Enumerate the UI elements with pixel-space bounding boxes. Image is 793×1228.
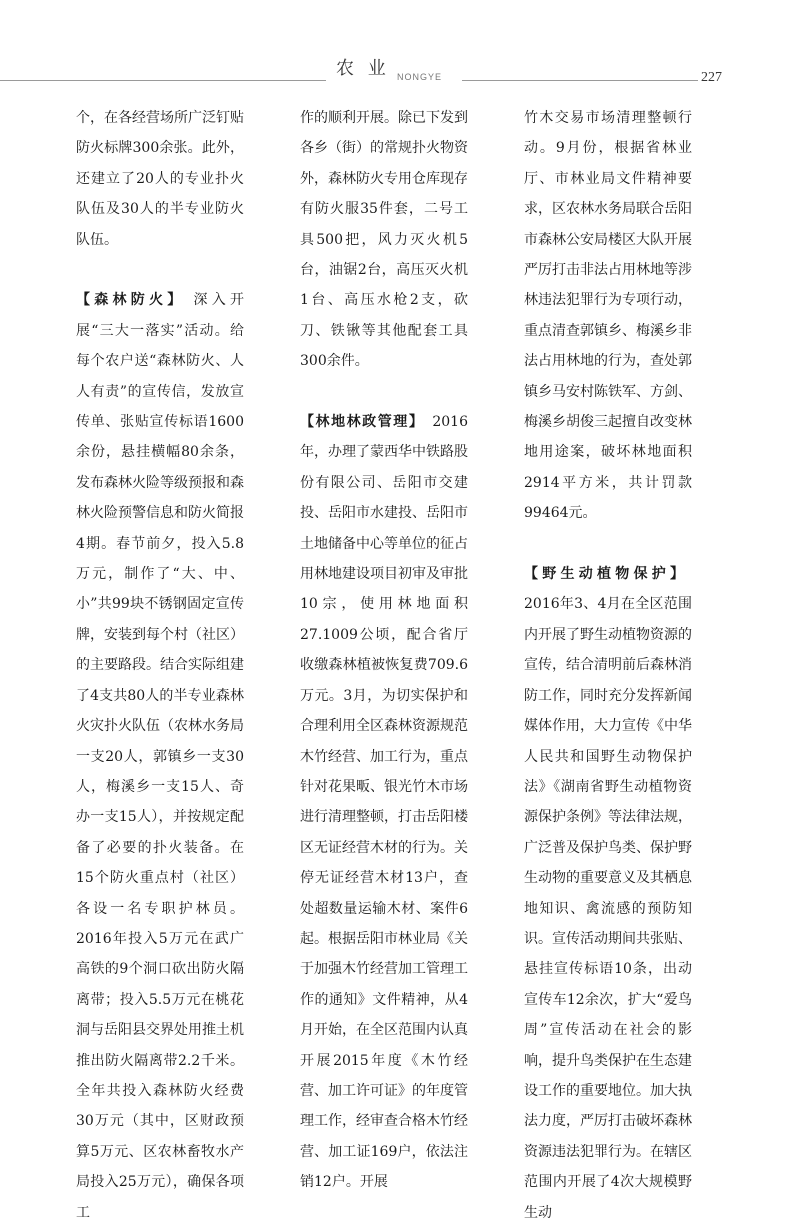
paragraph: 作的顺利开展。除已下发到各乡（街）的常规扑火物资外，森林防火专用仓库现存有防火服35件套，二号工具500把，风力灭火机5台，油锯2台，高压灭火机1台、高压水枪2支，砍刀、铁锹等其他配套工具300余件。 [300,110,468,370]
paragraph-text: 2016年，办理了蒙西华中铁路股份有限公司、岳阳市交建投、岳阳市水建投、岳阳市土地储备中心等单位的征占用林地建设项目初审及审批10宗，使用林地面积27.1009公顷，配合省厅收缴森林植被恢复费709.6万元。3月，为切实保护和合理利用全区森林资源规范木竹经营、加工行为，重点针对花果畈、银光竹木市场进行清理整顿，打击岳阳楼区无证经营木材的行为。关停无证经营木材13户，查处超数量运输木材、案件6起。根据岳阳市林业局《关于加强木竹经营加工管理工作的通知》文件精神，从4月开始，在全区范围内认真开展2015年度《木竹经营、加工许可证》的年度管理工作，经审查合格木竹经营、加工证169户，依法注销12户。开展 [300,414,468,1191]
paragraph: 竹木交易市场清理整顿行动。9月份，根据省林业厅、市林业局文件精神要求，区农林水务局联合岳阳市森林公安局楼区大队开展严厉打击非法占用林地等涉林违法犯罪行为专项行动，重点清查郭镇乡、梅溪乡非法占用林地的行为，查处郭镇乡马安村陈铁军、方剑、梅溪乡胡俊三起擅自改变林地用途案，破坏林地面积2914平方米，共计罚款99464元。 [524,110,692,522]
section-heading: 【森林防火】 [76,292,186,309]
header-rule-left [0,80,326,81]
header-rule-right [462,80,698,81]
paragraph-text: 深入开展“三大一落实”活动。给每个农户送“森林防火、人人有责”的宣传信，发放宣传单、张贴宣传标语1600余份，悬挂横幅80余条，发布森林火险等级预报和森林火险预警信息和防火简报4期。春节前夕，投入5.8万元，制作了“大、中、小”共99块不锈钢固定宣传牌，安装到每个村（社区）的主要路段。结合实际组建了4支共80人的半专业森林火灾扑火队伍（农林水务局一支20人，郭镇乡一支30人，梅溪乡一支15人、奇办一支15人），并按规定配备了必要的扑火装备。在15个防火重点村（社区）各设一名专职护林员。2016年投入5万元在武广高铁的9个洞口砍出防火隔离带；投入5.5万元在桃花洞与岳阳县交界处用推土机推出防火隔离带2.2千米。全年共投入森林防火经费30万元（其中，区财政预算5万元、区农林畜牧水产局投入25万元），确保各项工 [76,292,244,1221]
paragraph-forestland-management [300,407,468,1198]
text-column-1 [76,103,244,1228]
paragraph-wildlife-protection [524,559,692,1228]
text-column-3 [524,103,692,1228]
paragraph-text: 2016年3、4月在全区范围内开展了野生动植物资源的宣传，结合清明前后森林消防工作，同时充分发挥新闻媒体作用，大力宣传《中华人民共和国野生动物保护法》《湖南省野生动植物资源保护条例》等法律法规，广泛普及保护鸟类、保护野生动物的重要意义及其栖息地知识、禽流感的预防知识。宣传活动期间共张贴、悬挂宣传标语10条，出动宣传车12余次，扩大“爱鸟周”宣传活动在社会的影响，提升鸟类保护在生态建设工作的重要地位。加大执法力度，严厉打击破坏森林资源违法犯罪行为。在辖区范围内开展了4次大规模野生动 [524,596,692,1221]
section-heading: 【林地林政管理】 [300,414,425,431]
page-number: 227 [701,70,722,85]
paragraph: 个，在各经营场所广泛钉贴防火标牌300余张。此外，还建立了20人的专业扑火队伍及30人的半专业防火队伍。 [76,110,244,248]
paragraph-forest-fire [76,285,244,1228]
section-title-header: 农 业 [336,58,390,79]
section-heading: 【野生动植物保护】 [524,566,684,583]
text-column-2 [300,103,468,1198]
section-subtitle-header: NONGYE [397,72,443,82]
